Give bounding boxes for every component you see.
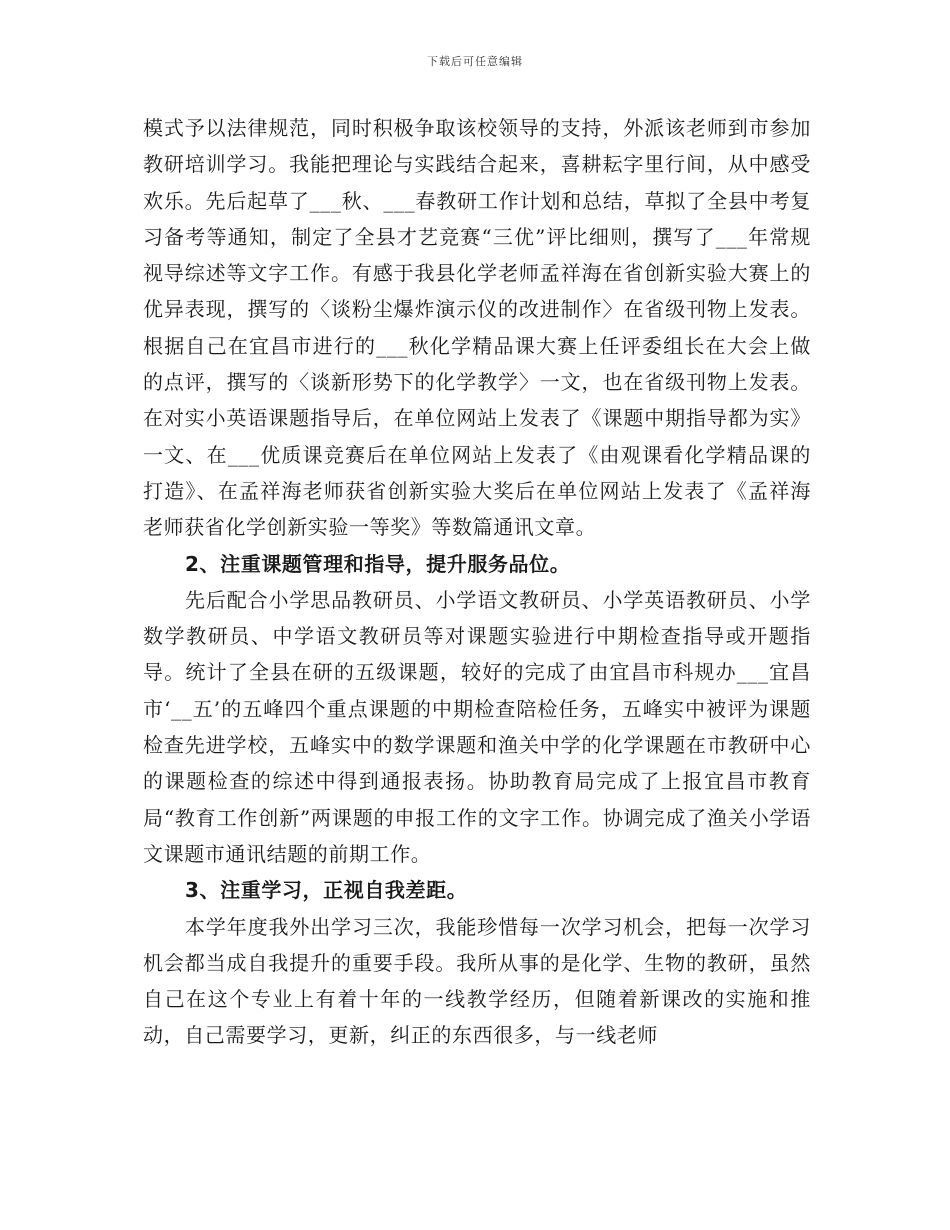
page-header: 下载后可任意编辑 <box>427 55 523 68</box>
paragraph-2: 先后配合小学思品教研员、小学语文教研员、小学英语教研员、小学数学教研员、中学语文教研员等对课题实验进行中期检查指导或开题指导。统计了全县在研的五级课题，较好的完成了由宜昌市科规办___宜昌市‘__五’的五峰四个重点课题的中期检查陪检任务，五峰实中被评为课题检查先进学校，五峰实中的数学课题和渔关中学的化学课题在市教研中心的课题检查的综述中得到通报表扬。协助教育局完成了上报宜昌市教育局“教育工作创新”两课题的申报工作的文字工作。协调完成了渔关小学语文课题市通讯结题的前期工作。 <box>143 587 811 866</box>
paragraph-1: 模式予以法律规范，同时积极争取该校领导的支持，外派该老师到市参加教研培训学习。我能把理论与实践结合起来，喜耕耘字里行间，从中感受欢乐。先后起草了___秋、___春教研工作计划和总结，草拟了全县中考复习备考等通知，制定了全县才艺竞赛“三优”评比细则，撰写了___年常规视导综述等文字工作。有感于我县化学老师孟祥海在省创新实验大赛上的优异表现，撰写的〈谈粉尘爆炸演示仪的改进制作〉在省级刊物上发表。根据自己在宜昌市进行的___秋化学精品课大赛上任评委组长在大会上做的点评，撰写的〈谈新形势下的化学教学〉一文，也在省级刊物上发表。在对实小英语课题指导后，在单位网站上发表了《课题中期指导都为实》一文、在___优质课竞赛后在单位网站上发表了《由观课看化学精品课的打造》、在孟祥海老师获省创新实验大奖后在单位网站上发表了《孟祥海老师获省化学创新实验一等奖》等数篇通讯文章。 <box>143 116 811 540</box>
section-heading-3: 3、注重学习，正视自我差距。 <box>185 878 468 903</box>
document-body <box>143 110 811 1054</box>
section-heading-2: 2、注重课题管理和指导，提升服务品位。 <box>185 551 571 576</box>
paragraph-3: 本学年度我外出学习三次，我能珍惜每一次学习机会，把每一次学习机会都当成自我提升的重要手段。我所从事的是化学、生物的教研，虽然自己在这个专业上有着十年的一线教学经历，但随着新课改的实施和推动，自己需要学习，更新，纠正的东西很多，与一线老师 <box>143 914 811 1048</box>
